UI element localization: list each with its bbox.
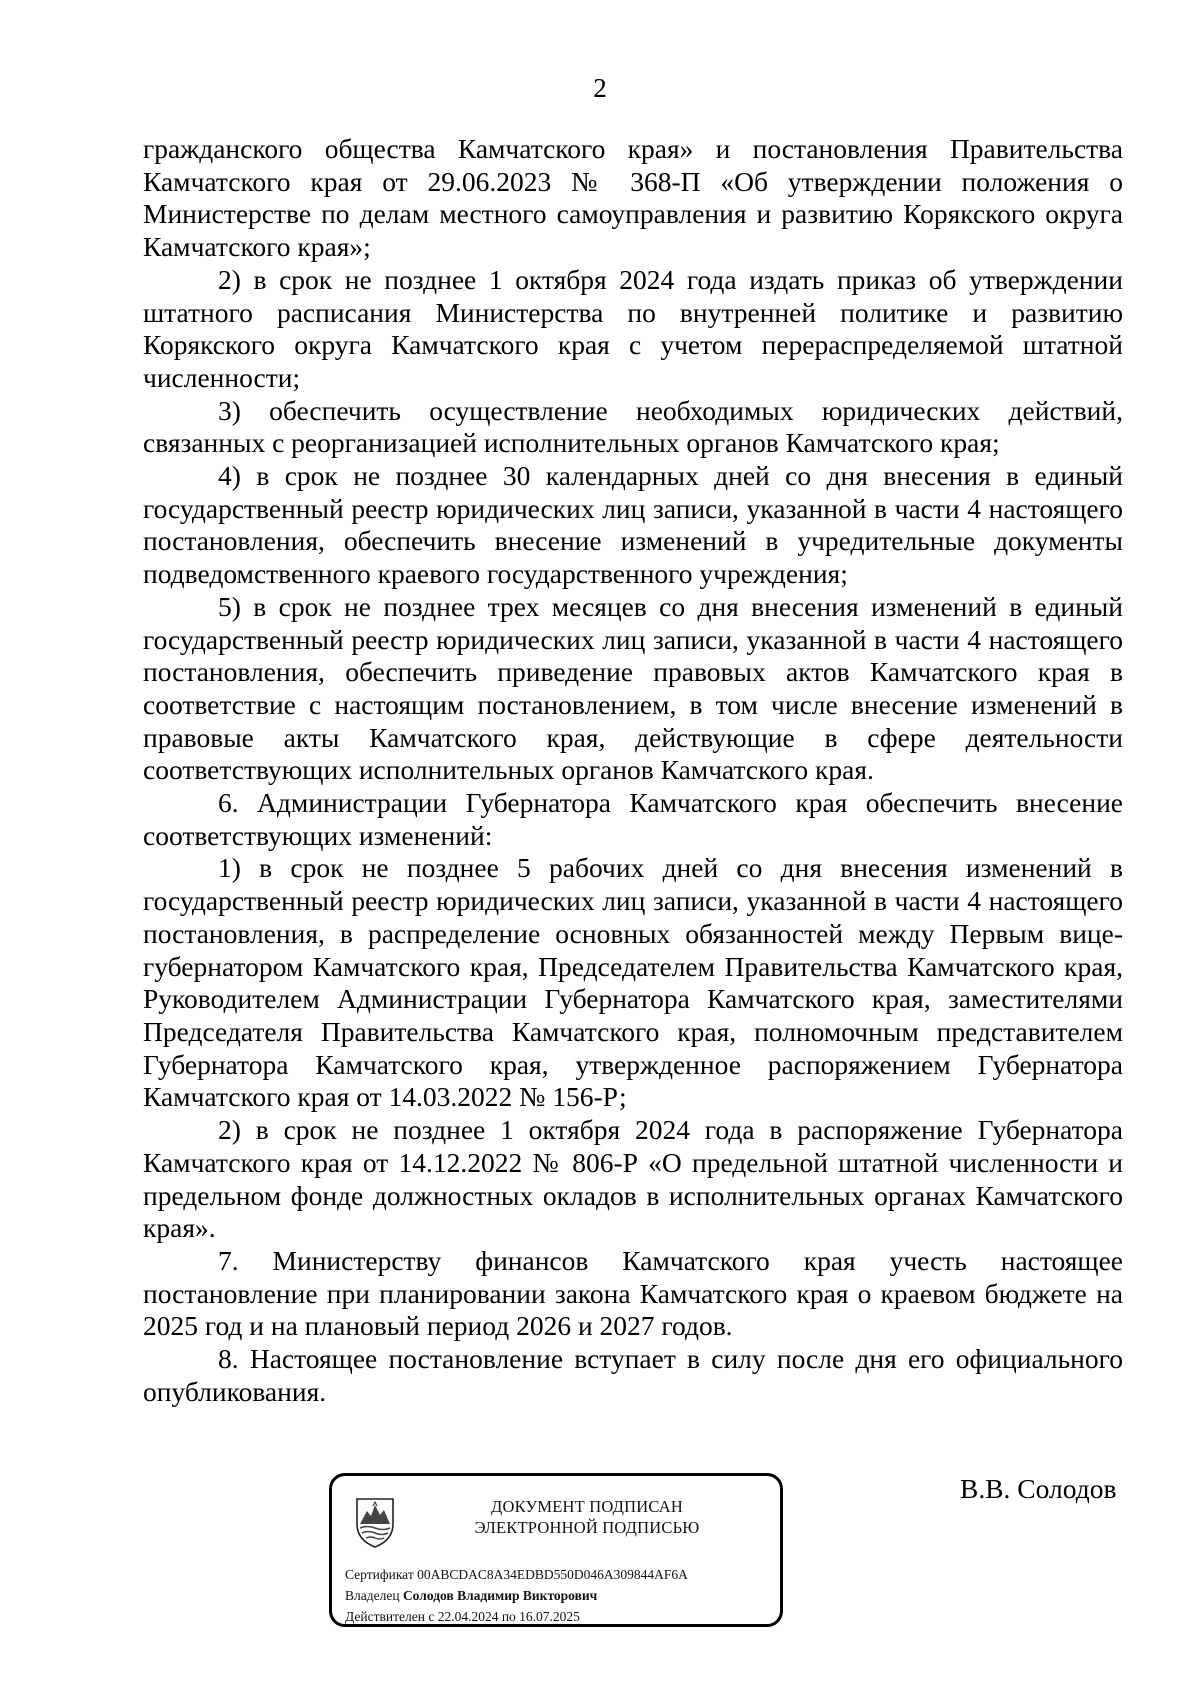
certificate-label: Сертификат bbox=[345, 1567, 414, 1582]
body-paragraph: 3) обеспечить осуществление необходимых юридических действий, связанных с реорганизацией исполнительных органов Камчатского края; bbox=[143, 394, 1123, 459]
body-paragraph: 1) в срок не позднее 5 рабочих дней со дня внесения изменений в государственный реестр юридических лиц записи, указанной в части 4 настоящего постановления, в распределение основных обязанностей между Первым вице-губернатором Камчатского края, Председателем Правительства Камчатского края, Руководителем Администрации Губернатора Камчатского края, заместителями Председателя Правительства Камчатского края, полномочным представителем Губернатора Камчатского края, утвержденное распоряжением Губернатора Камчатского края от 14.03.2022 № 156-Р; bbox=[143, 852, 1123, 1113]
body-paragraph: 2) в срок не позднее 1 октября 2024 года в распоряжение Губернатора Камчатского края от 14.12.2022 № 806-Р «О предельной штатной численности и предельном фонде должностных окладов в исполнительных органах Камчатского края». bbox=[143, 1114, 1123, 1244]
validity-row bbox=[345, 1606, 774, 1627]
body-paragraph: 4) в срок не позднее 30 календарных дней со дня внесения в единый государственный реестр юридических лиц записи, указанной в части 4 настоящего постановления, обеспечить внесение изменений в учредительные документы подведомственного краевого государственного учреждения; bbox=[143, 460, 1123, 590]
body-paragraph: гражданского общества Камчатского края» и постановления Правительства Камчатского края от 29.06.2023 № 368-П «Об утверждении положения о Министерстве по делам местного самоуправления и развитию Корякского округа Камчатского края»; bbox=[143, 133, 1123, 263]
valid-from-date: 22.04.2024 bbox=[437, 1609, 499, 1624]
certificate-value: 00ABCDAC8A34EDBD550D046A309844AF6A bbox=[417, 1567, 688, 1582]
stamp-title-line2: ЭЛЕКТРОННОЙ ПОДПИСЬЮ bbox=[474, 1518, 700, 1537]
signer-name: В.В. Солодов bbox=[960, 1473, 1117, 1504]
owner-value: Солодов Владимир Викторович bbox=[402, 1588, 598, 1603]
body-paragraph: 8. Настоящее постановление вступает в силу после дня его официального опубликования. bbox=[143, 1343, 1123, 1407]
validity-label: Действителен bbox=[345, 1609, 425, 1624]
document-body bbox=[143, 133, 1123, 1408]
body-paragraph: 5) в срок не позднее трех месяцев со дня внесения изменений в единый государственный реестр юридических лиц записи, указанной в части 4 настоящего постановления, обеспечить приведение правовых актов Камчатского края в соответствие с настоящим постановлением, в том числе внесение изменений в правовые акты Камчатского края, действующие в сфере деятельности соответствующих исполнительных органов Камчатского края. bbox=[143, 590, 1123, 786]
certificate-row bbox=[345, 1564, 774, 1585]
page-number: 2 bbox=[593, 73, 607, 103]
stamp-title-line1: ДОКУМЕНТ ПОДПИСАН bbox=[491, 1497, 683, 1516]
valid-to-date: 16.07.2025 bbox=[519, 1609, 580, 1624]
owner-label: Владелец bbox=[345, 1588, 400, 1603]
valid-to-prefix: по bbox=[501, 1609, 516, 1624]
body-paragraph: 6. Администрации Губернатора Камчатского края обеспечить внесение соответствующих изменений: bbox=[143, 787, 1123, 851]
kamchatka-coat-of-arms-icon bbox=[352, 1494, 398, 1550]
electronic-signature-stamp bbox=[329, 1473, 783, 1627]
stamp-title bbox=[406, 1496, 768, 1538]
body-paragraph: 2) в срок не позднее 1 октября 2024 года издать приказ об утверждении штатного расписания Министерства по внутренней политике и развитию Корякского округа Камчатского края с учетом перераспределяемой штатной численности; bbox=[143, 263, 1123, 393]
body-paragraph: 7. Министерству финансов Камчатского края учесть настоящее постановление при планировании закона Камчатского края о краевом бюджете на 2025 год и на плановый период 2026 и 2027 годов. bbox=[143, 1244, 1123, 1342]
valid-from-prefix: с bbox=[428, 1609, 435, 1624]
stamp-details bbox=[345, 1564, 774, 1627]
owner-row bbox=[345, 1585, 774, 1606]
